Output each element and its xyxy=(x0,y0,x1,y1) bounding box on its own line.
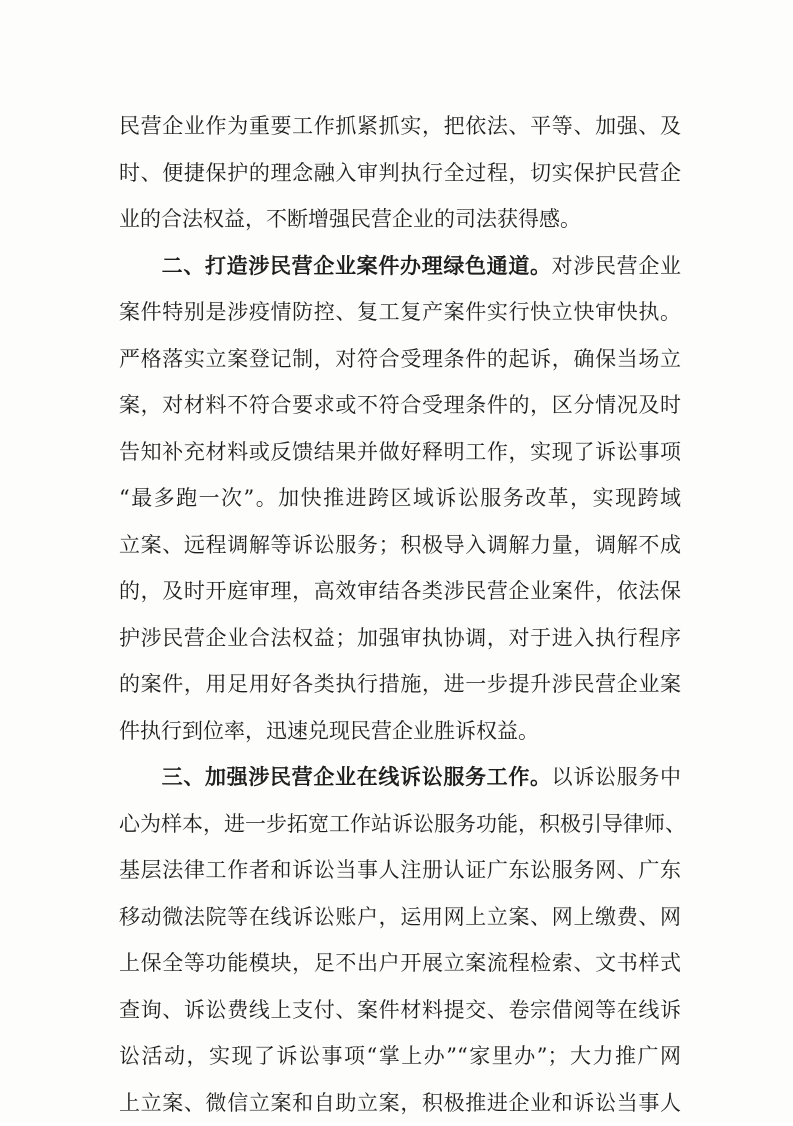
p1-line-1: 民营企业作为重要工作抓紧抓实，把依法、平等、加强、及 xyxy=(119,103,681,150)
p1-line-3: 业的合法权益，不断增强民营企业的司法获得感。 xyxy=(119,196,681,243)
p2-line-4: 案，对材料不符合要求或不符合受理条件的，区分情况及时 xyxy=(119,382,681,429)
p2-line-2: 案件特别是涉疫情防控、复工复产案件实行快立快审快执。 xyxy=(119,289,681,336)
p2-line-9: 护涉民营企业合法权益；加强审执协调，对于进入执行程序 xyxy=(119,615,681,662)
p3-line-1 xyxy=(119,754,681,801)
p2-line-1 xyxy=(119,243,681,290)
p3-line-6: 查询、诉讼费线上支付、案件材料提交、卷宗借阅等在线诉 xyxy=(119,987,681,1034)
p1-line-2: 时、便捷保护的理念融入审判执行全过程，切实保护民营企 xyxy=(119,150,681,197)
document-body xyxy=(119,103,681,1126)
p3-line-3: 基层法律工作者和诉讼当事人注册认证广东讼服务网、广东 xyxy=(119,847,681,894)
p2-line-7: 立案、远程调解等诉讼服务；积极导入调解力量，调解不成 xyxy=(119,522,681,569)
p3-line-7: 讼活动，实现了诉讼事项“掌上办”“家里办”；大力推广网 xyxy=(119,1033,681,1080)
p2-first-line-rest: 对涉民营企业 xyxy=(552,254,681,278)
p3-line-2: 心为样本，进一步拓宽工作站诉讼服务功能，积极引导律师、 xyxy=(119,801,681,848)
p2-line-8: 的，及时开庭审理，高效审结各类涉民营企业案件，依法保 xyxy=(119,568,681,615)
p2-line-10: 的案件，用足用好各类执行措施，进一步提升涉民营企业案 xyxy=(119,661,681,708)
p3-line-8: 上立案、微信立案和自助立案，积极推进企业和诉讼当事人 xyxy=(119,1080,681,1126)
p2-line-3: 严格落实立案登记制，对符合受理条件的起诉，确保当场立 xyxy=(119,336,681,383)
p3-line-5: 上保全等功能模块，足不出户开展立案流程检索、文书样式 xyxy=(119,940,681,987)
p2-line-5: 告知补充材料或反馈结果并做好释明工作，实现了诉讼事项 xyxy=(119,429,681,476)
p3-line-4: 移动微法院等在线诉讼账户，运用网上立案、网上缴费、网 xyxy=(119,894,681,941)
p3-first-line-rest: 以诉讼服务中 xyxy=(552,765,681,789)
section-3-heading: 三、加强涉民营企业在线诉讼服务工作。 xyxy=(161,764,552,789)
section-2-heading: 二、打造涉民营企业案件办理绿色通道。 xyxy=(161,253,552,278)
p2-line-11: 件执行到位率，迅速兑现民营企业胜诉权益。 xyxy=(119,708,681,755)
p2-line-6: “最多跑一次”。加快推进跨区域诉讼服务改革，实现跨域 xyxy=(119,475,681,522)
